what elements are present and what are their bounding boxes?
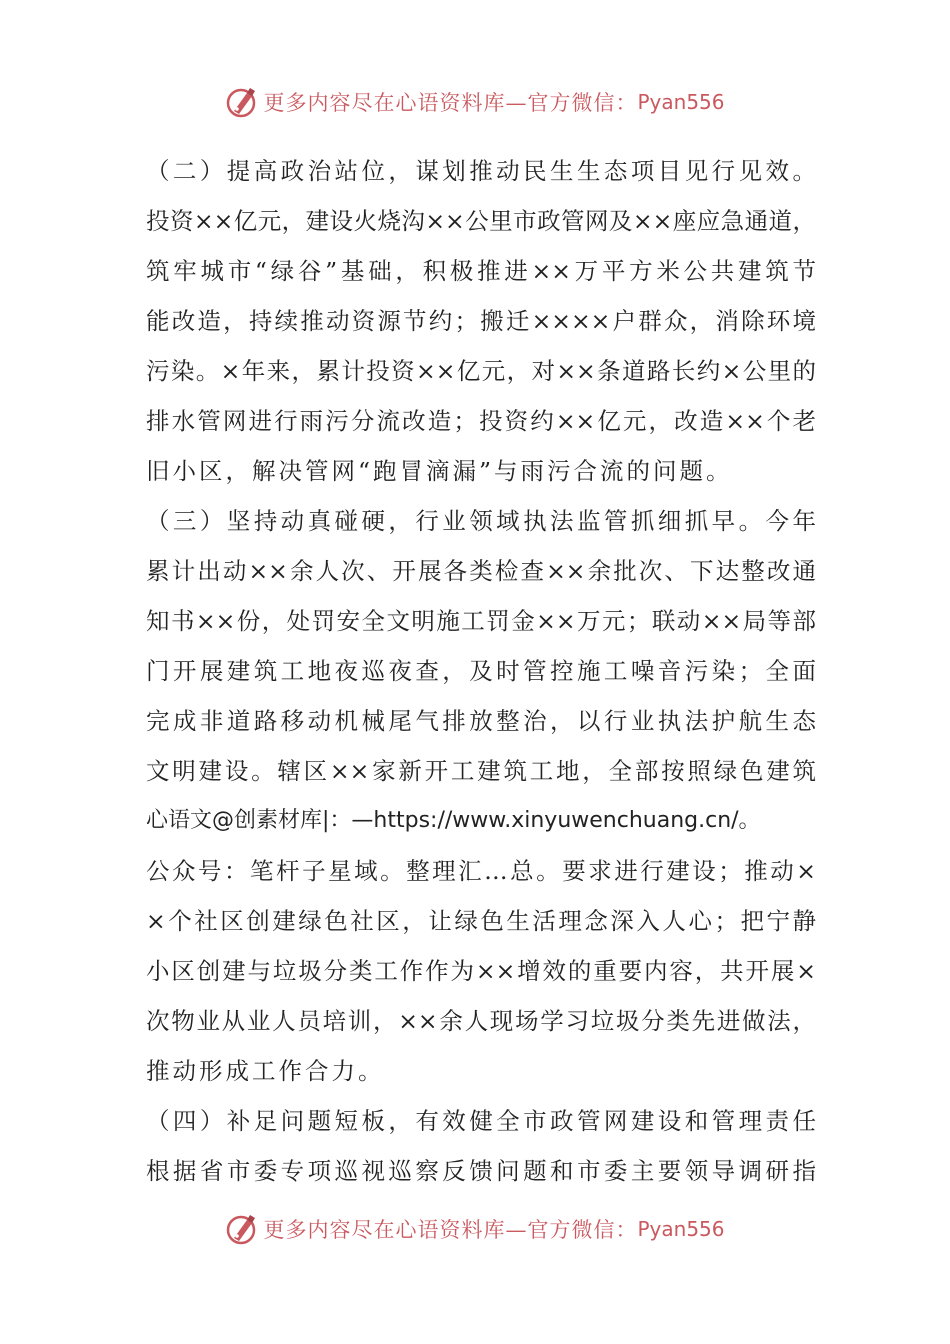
body-line: （四）补足问题短板，有效健全市政管网建设和管理责任 xyxy=(146,1107,816,1135)
body-line: 知书××份，处罚安全文明施工罚金××万元；联动××局等部 xyxy=(146,607,816,635)
footer-banner xyxy=(0,1209,950,1249)
body-line: （二）提高政治站位，谋划推动民生生态项目见行见效。 xyxy=(146,157,816,185)
body-line: 旧小区，解决管网“跑冒滴漏”与雨污合流的问题。 xyxy=(146,457,733,485)
header-banner-wechat: Pyan556 xyxy=(637,90,725,114)
pen-circle-logo-icon xyxy=(225,85,259,119)
body-line: 能改造，持续推动资源节约；搬迁××××户群众，消除环境 xyxy=(146,307,816,335)
body-line: 累计出动××余人次、开展各类检查××余批次、下达整改通 xyxy=(146,557,816,585)
body-line-url: 心语文@创素材库|：—https://www.xinyuwenchuang.cn/。 xyxy=(146,808,761,833)
body-line: 文明建设。辖区××家新开工建筑工地，全部按照绿色建筑 xyxy=(146,757,816,785)
pen-circle-logo-icon xyxy=(225,1212,259,1246)
body-line: 根据省市委专项巡视巡察反馈问题和市委主要领导调研指 xyxy=(146,1157,816,1185)
header-banner xyxy=(0,82,950,122)
body-line: 排水管网进行雨污分流改造；投资约××亿元，改造××个老 xyxy=(146,407,816,435)
body-line: （三）坚持动真碰硬，行业领域执法监管抓细抓早。今年 xyxy=(146,507,816,535)
body-line: ×个社区创建绿色社区，让绿色生活理念深入人心；把宁静 xyxy=(146,907,816,935)
body-line: 门开展建筑工地夜巡夜查，及时管控施工噪音污染；全面 xyxy=(146,657,816,685)
body-line: 推动形成工作合力。 xyxy=(146,1057,385,1085)
footer-banner-wechat: Pyan556 xyxy=(637,1217,725,1241)
body-line: 投资××亿元，建设火烧沟××公里市政管网及××座应急通道， xyxy=(146,207,816,235)
body-line: 污染。×年来，累计投资××亿元，对××条道路长约×公里的 xyxy=(146,357,816,385)
body-line: 小区创建与垃圾分类工作作为××增效的重要内容，共开展× xyxy=(146,957,816,985)
body-line: 次物业从业人员培训，××余人现场学习垃圾分类先进做法， xyxy=(146,1007,816,1035)
body-line: 公众号：笔杆子星域。整理汇…总。要求进行建设；推动× xyxy=(146,857,816,885)
body-line: 筑牢城市“绿谷”基础，积极推进××万平方米公共建筑节 xyxy=(146,257,816,285)
header-banner-text: 更多内容尽在心语资料库—官方微信： xyxy=(263,91,638,115)
document-body xyxy=(146,146,816,1196)
footer-banner-text: 更多内容尽在心语资料库—官方微信： xyxy=(263,1218,638,1242)
body-line: 完成非道路移动机械尾气排放整治，以行业执法护航生态 xyxy=(146,707,816,735)
